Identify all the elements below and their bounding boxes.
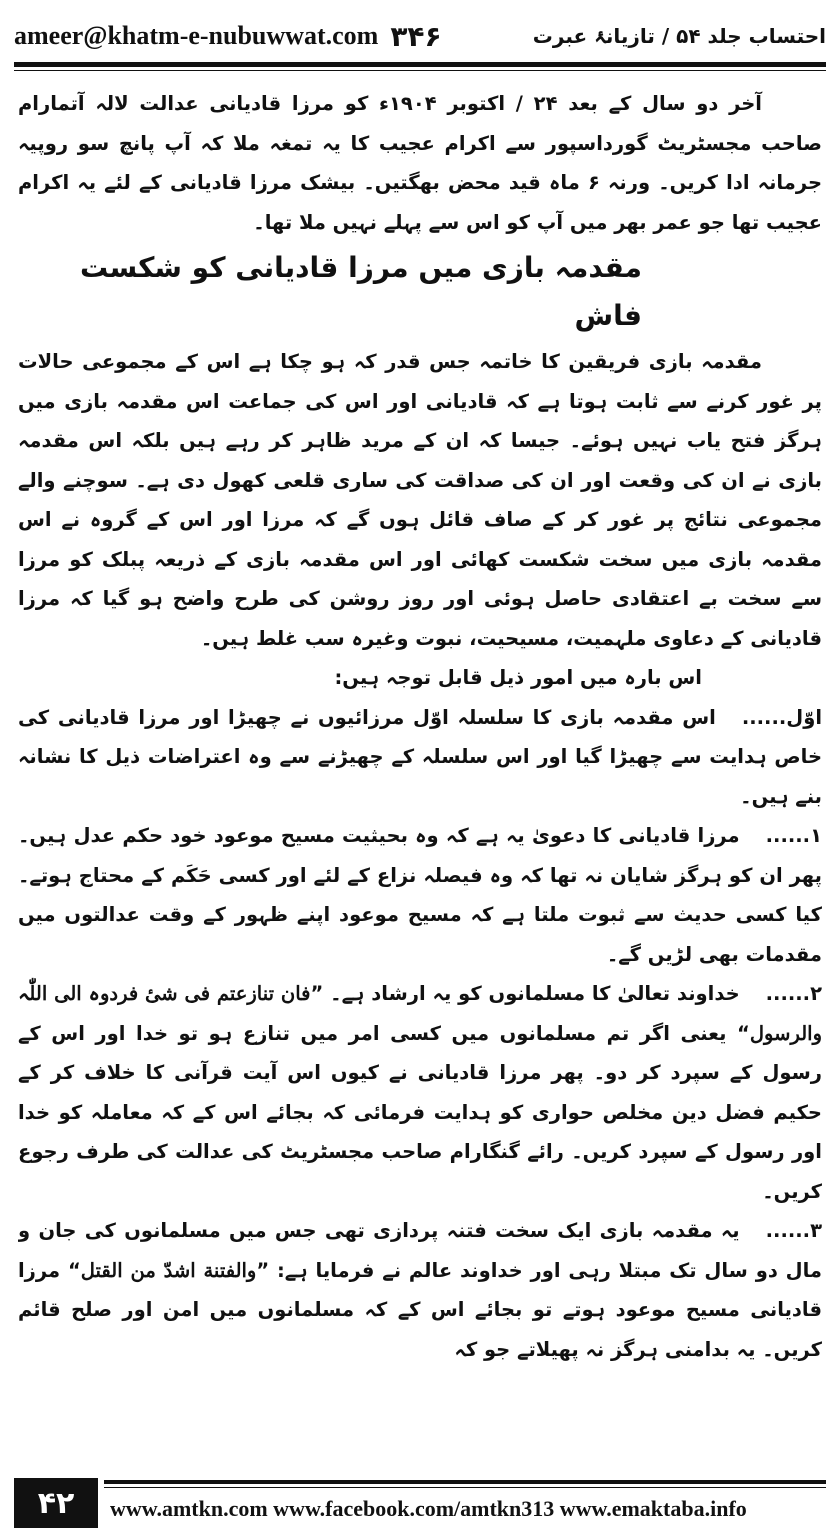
point-2-text-b: “ یعنی اگر تم مسلمانوں میں کسی امر میں تنازع ہو تو خدا اور اس کے رسول کے سپرد کر دو۔ پھر مرزا قادیانی نے کیوں اس آیت قرآنی کا خلاف کر کے حکیم فضل دین مخلص حواری کو ہدایت فرمائی کہ بجائے اس کے کہ معاملہ کو خدا اور رسول کے سپرد کریں۔ رائے گنگارام صاحب مجسٹریٹ کی عدالت کی طرف رجوع کریں۔ <box>18 1021 822 1203</box>
page-body <box>18 84 822 1449</box>
body-paragraph: مقدمہ بازی فریقین کا خاتمہ جس قدر کہ ہو چکا ہے اس کے مجموعی حالات پر غور کرنے سے ثابت ہوتا ہے کہ قادیانی اور اس کی جماعت اس مقدمہ بازی میں ہرگز فتح یاب نہیں ہوئے۔ جیسا کہ ان کے مرید ظاہر کر رہے ہیں بلکہ اس مقدمہ بازی نے ان کی وقعت اور ان کی صداقت کی ساری قلعی کھول دی ہے۔ سوچنے والے مجموعی نتائج پر غور کر کے صاف قائل ہوں گے کہ مرزا اور اس کے گروہ نے اس مقدمہ بازی میں سخت شکست کھائی اور اس مقدمہ بازی کے ذریعہ پبلک کو مرزا سے سخت بے اعتقادی حاصل ہوئی اور روز روشن کی طرح واضح ہو گیا کہ مرزا قادیانی کے دعاوی ملہمیت، مسیحیت، نبوت وغیرہ سب غلط ہیں۔ <box>18 350 822 650</box>
quran-quote-1: فان تنازعتم فی شیٔ فردوہ الی اللّٰہ والرسول <box>18 982 822 1045</box>
intro-paragraph: آخر دو سال کے بعد ۲۴ / اکتوبر ۱۹۰۴ء کو مرزا قادیانی عدالت لالہ آتمارام صاحب مجسٹریٹ گورداسپور سے اکرام عجیب کا یہ تمغہ ملا کہ آپ پانچ سو روپیہ جرمانہ ادا کریں۔ ورنہ ۶ ماہ قید محض بھگتیں۔ بیشک مرزا قادیانی کے لئے یہ اکرام عجیب تھا جو عمر بھر میں آپ کو اس سے پہلے نہیں ملا تھا۔ <box>18 92 822 234</box>
point-awwal-text: اس مقدمہ بازی کا سلسلہ اوّل مرزائیوں نے چھیڑا اور مرزا قادیانی کی خاص ہدایت سے چھیڑا گیا اور اس سلسلہ کے چھیڑنے سے وہ اعتراضات ذیل کا نشانہ بنے ہیں۔ <box>18 705 822 808</box>
footer-rule-thick <box>104 1480 826 1484</box>
footer-rule-thin <box>104 1487 826 1488</box>
point-1 <box>18 816 822 974</box>
header-rule-thin <box>14 70 826 71</box>
header-left <box>14 20 442 53</box>
point-awwal-label: اوّل...... <box>741 705 822 729</box>
point-3 <box>18 1211 822 1369</box>
point-2-text-a: خداوند تعالیٰ کا مسلمانوں کو یہ ارشاد ہے۔ ” <box>310 982 740 1005</box>
section-heading: مقدمہ بازی میں مرزا قادیانی کو شکست فاش <box>79 251 642 332</box>
header-page-number: ۳۴۶ <box>390 19 442 53</box>
point-3-text-b: “ مرزا قادیانی مسیح موعود ہوتے تو بجائے اس کے کہ مسلمانوں میں امن اور صلح قائم کریں۔ یہ بدامنی ہرگز نہ پھیلاتے جو کہ <box>18 1258 822 1361</box>
point-3-text-a: یہ مقدمہ بازی ایک سخت فتنہ پردازی تھی جس میں مسلمانوں کی جان و مال دو سال تک مبتلا رہی اور خداوند عالم نے فرمایا ہے: ” <box>18 1219 822 1282</box>
header-rule-thick <box>14 62 826 67</box>
header-running-title: احتساب جلد ۵۴ / تازیانۂ عبرت <box>532 24 826 48</box>
point-2 <box>18 974 822 1211</box>
quran-quote-2: والفتنة اشدّ من القتل <box>80 1258 257 1282</box>
point-3-number: ۳...... <box>765 1219 822 1242</box>
header-email: ameer@khatm-e-nubuwwat.com <box>14 21 379 50</box>
footer-page-badge: ۴۲ <box>14 1478 98 1528</box>
point-1-number: ۱...... <box>765 824 822 847</box>
point-2-number: ۲...... <box>765 982 822 1005</box>
point-1-text: مرزا قادیانی کا دعویٰ یہ ہے کہ وہ بحیثیت مسیح موعود خود حکم عدل ہیں۔ پھر ان کو ہرگز شایان نہ تھا کہ وہ فیصلہ نزاع کے لئے اور کسی حَکَم کے محتاج ہوتے۔ کیا کسی حدیث سے ثبوت ملتا ہے کہ مسیح موعود اپنے ظہور کے وقت عدالتوں میں مقدمات بھی لڑیں گے۔ <box>18 824 822 966</box>
page-header <box>14 14 826 58</box>
note-line: اس بارہ میں امور ذیل قابل توجہ ہیں: <box>334 666 702 689</box>
point-awwal <box>18 698 822 817</box>
footer-links: www.amtkn.com www.facebook.com/amtkn313 www.emaktaba.info <box>110 1496 747 1521</box>
page-footer <box>14 1478 826 1528</box>
